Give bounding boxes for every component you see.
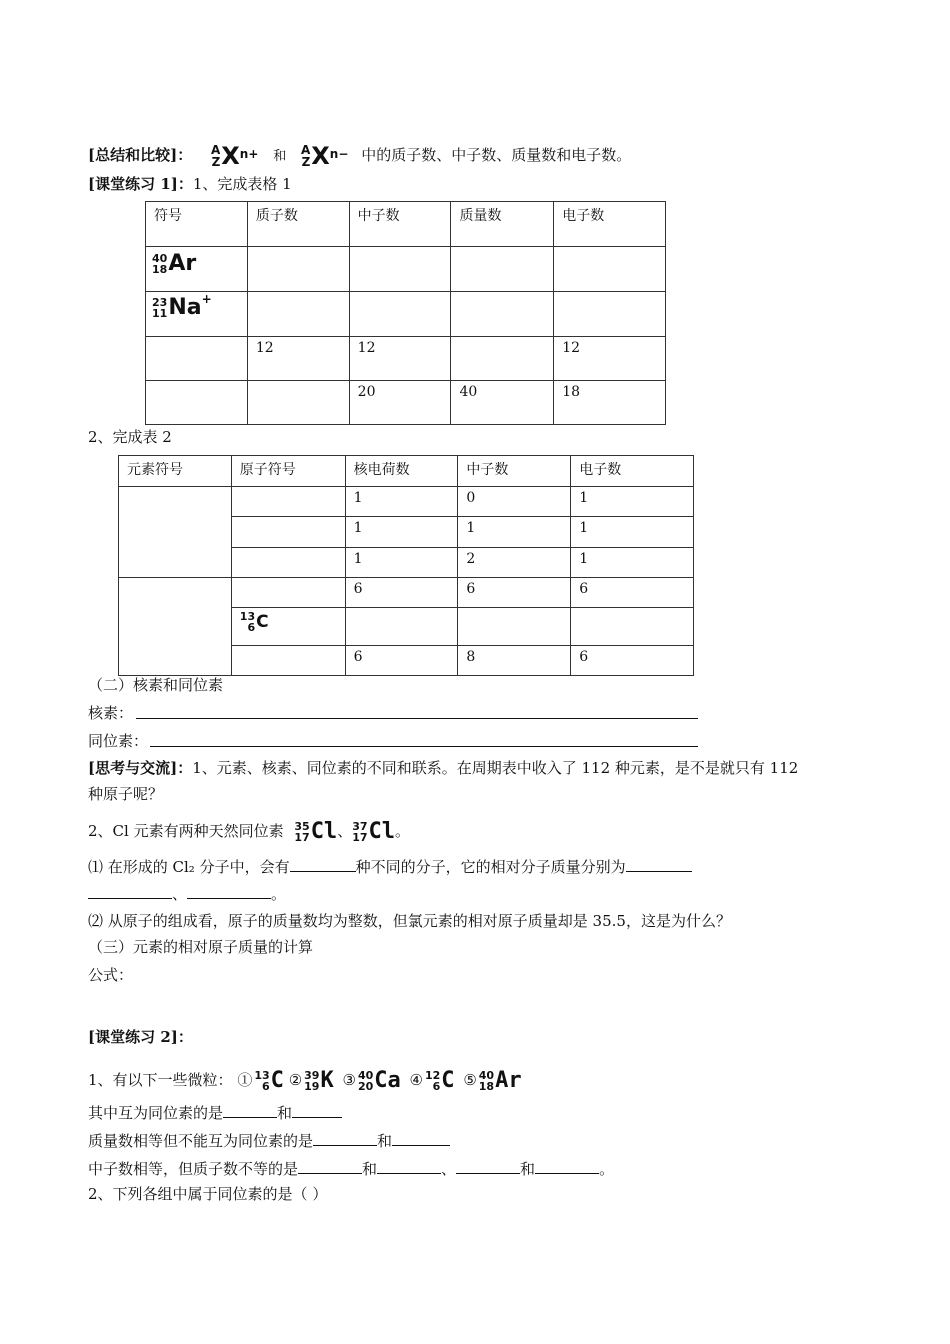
think-q1-line1: [思考与交流]：1、元素、核素、同位素的不同和联系。在周期表中收入了 112 种元素，是不是就只有 112 [88,759,799,777]
nuclide-ar40: 40 18 Ar [152,251,197,276]
t1-cell: 12 [247,337,349,381]
ex2-q2: 2、下列各组中属于同位素的是（ ） [88,1185,328,1203]
table-2 [118,455,694,676]
t2-cell: 8 [458,646,571,676]
t1-cell[interactable] [247,381,349,425]
think-p1-cont: 、 。 [88,883,286,904]
table-row [119,578,694,608]
nuclide-na23-ion: 23 11 Na + [152,292,212,320]
t2-element-cell[interactable] [119,578,232,676]
t2-cell[interactable] [571,608,694,646]
table-row [146,247,666,292]
t1-cell[interactable] [451,292,554,337]
t2-header: 原子符号 [231,456,345,487]
think-q2: 2、Cl 元素有两种天然同位素 35 17 Cl 、 37 17 Cl 。 [88,819,411,844]
summary-line [88,140,631,170]
t1-cell[interactable] [247,292,349,337]
t1-cell: 12 [554,337,666,381]
ex2-line3: 中子数相等，但质子数不等的是 和 、 和 。 [88,1160,615,1178]
ex2-q1: 1、有以下一些微粒： ① 13 6 C ② 39 19 K ③ 40 20 Ca ④ 12 6 C ⑤ 40 18 Ar [88,1068,522,1093]
ex1-label: [课堂练习 1]： [88,175,193,193]
section3-heading: （三）元素的相对原子质量的计算 [88,938,314,956]
blank[interactable] [298,1158,362,1174]
particle-4: ④ 12 6 C [409,1068,455,1093]
t1-cell: 40 [451,381,554,425]
particle-3: ③ 40 20 Ca [342,1068,401,1093]
t1-cell[interactable] [349,247,451,292]
t2-atom-cell [231,608,345,646]
t2-cell: 1 [571,517,694,548]
t1-header: 电子数 [554,202,666,247]
particle-5: ⑤ 40 18 Ar [463,1068,522,1093]
think-p1: ⑴ 在形成的 Cl₂ 分子中，会有 种不同的分子，它的相对分子质量分别为 [88,856,692,877]
t2-cell: 0 [458,487,571,517]
think-label: [思考与交流]： [88,759,193,777]
formula-label: 公式： [88,966,134,984]
isotope-label: 同位素： [88,732,149,750]
blank[interactable] [187,883,271,899]
t2-cell: 6 [345,646,458,676]
nuclide-label: 核素： [88,704,134,722]
nuclide-cl37: 37 17 Cl [352,819,396,844]
summary-label: [总结和比较]： [88,146,193,164]
think-q1-line2: 种原子呢？ [88,785,164,803]
t1-symbol-cell [146,247,248,292]
t2-atom-cell[interactable] [231,517,345,548]
ex1-heading [88,174,292,194]
formula-cation: A Z X n+ [210,142,259,170]
t2-cell: 6 [571,646,694,676]
t1-symbol-cell [146,292,248,337]
isotope-answer-line[interactable] [150,746,698,747]
t2-header: 电子数 [571,456,694,487]
nuclide-c13: 13 6 C [239,610,269,634]
t2-cell: 1 [571,487,694,517]
t2-cell[interactable] [458,608,571,646]
t1-symbol-cell[interactable] [146,337,248,381]
t1-symbol-cell[interactable] [146,381,248,425]
t1-header: 质量数 [451,202,554,247]
blank[interactable] [292,1102,342,1118]
t2-cell: 6 [345,578,458,608]
summary-and: 和 [273,149,287,164]
t2-cell: 1 [345,517,458,548]
t1-cell[interactable] [247,247,349,292]
think-p2: ⑵ 从原子的组成看，原子的质量数均为整数，但氯元素的相对原子质量却是 35.5，这是为什么？ [88,912,731,930]
t2-cell: 1 [345,487,458,517]
t1-cell: 18 [554,381,666,425]
t1-cell: 20 [349,381,451,425]
t1-cell[interactable] [349,292,451,337]
nuclide-answer-line[interactable] [136,718,698,719]
blank[interactable] [535,1158,599,1174]
ex2-label: [课堂练习 2]： [88,1028,193,1046]
ex2-line1: 其中互为同位素的是 和 [88,1102,342,1123]
t1-cell: 12 [349,337,451,381]
blank[interactable] [456,1158,520,1174]
blank[interactable] [223,1102,277,1118]
formula-anion: A Z X n− [300,142,349,170]
t2-atom-cell[interactable] [231,646,345,676]
blank[interactable] [392,1130,450,1146]
t2-atom-cell[interactable] [231,487,345,517]
t1-header: 中子数 [349,202,451,247]
t1-header: 符号 [146,202,248,247]
t1-cell[interactable] [451,247,554,292]
table-row [146,292,666,337]
t1-cell[interactable] [554,247,666,292]
ex2-line2: 质量数相等但不能互为同位素的是 和 [88,1130,450,1151]
t1-cell[interactable] [451,337,554,381]
table-row [146,381,666,425]
t2-cell: 1 [458,517,571,548]
particle-2: ② 39 19 K [288,1068,334,1093]
t2-cell: 6 [571,578,694,608]
t2-cell[interactable] [345,608,458,646]
t2-atom-cell[interactable] [231,548,345,578]
blank[interactable] [377,1158,441,1174]
t2-header: 中子数 [458,456,571,487]
t1-header: 质子数 [247,202,349,247]
t2-element-cell[interactable] [119,487,232,578]
table-row [146,337,666,381]
ex1-title: 1、完成表格 1 [192,175,292,193]
blank[interactable] [88,883,172,899]
t1-cell[interactable] [554,292,666,337]
t2-atom-cell[interactable] [231,578,345,608]
table-row [119,487,694,517]
t2-cell: 1 [571,548,694,578]
t2-cell: 1 [345,548,458,578]
blank[interactable] [313,1130,377,1146]
t2-cell: 2 [458,548,571,578]
t2-cell: 6 [458,578,571,608]
t2-header: 核电荷数 [345,456,458,487]
blank[interactable] [290,856,356,872]
table-1 [145,201,666,425]
nuclide-cl35: 35 17 Cl [294,819,338,844]
table2-title: 2、完成表 2 [88,428,172,446]
t2-header: 元素符号 [119,456,232,487]
summary-suffix: 中的质子数、中子数、质量数和电子数。 [361,146,632,164]
particle-1: ① 13 6 C [237,1068,284,1093]
section2-heading: （二）核素和同位素 [88,676,224,694]
blank[interactable] [626,856,692,872]
